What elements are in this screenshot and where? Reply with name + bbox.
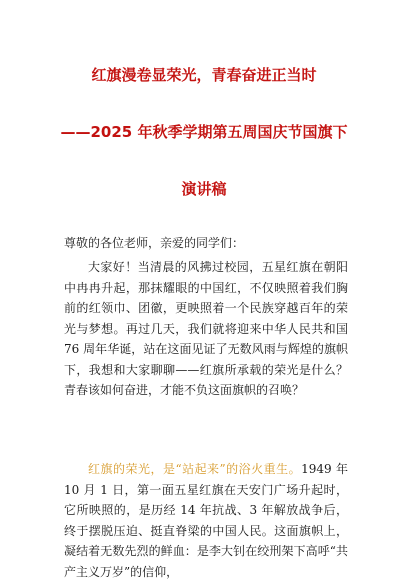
paragraph-2-rest: 1949 年 10 月 1 日，第一面五星红旗在天安门广场升起时，它所映照的，是历经 14 年抗战、3 年解放战争后，终于摆脱压迫、挺直脊梁的中国人民。这面旗帜上，凝结着无数先烈的鲜血：是李大钊在绞刑架下高呼“共产主义万岁”的信仰， xyxy=(64,462,348,579)
title-line-1: 红旗漫卷显荣光，青春奋进正当时 xyxy=(91,66,317,84)
salutation: 尊敬的各位老师，亲爱的同学们： xyxy=(64,236,245,250)
title-line-3: 演讲稿 xyxy=(181,180,227,198)
paragraph-2-highlight: 红旗的荣光，是“站起来”的浴火重生。 xyxy=(88,462,302,476)
title-line-2: ——2025 年秋季学期第五周国庆节国旗下 xyxy=(60,123,348,141)
paragraph-1: 大家好！当清晨的风拂过校园，五星红旗在朝阳中冉冉升起，那抹耀眼的中国红，不仅映照着我们胸前的红领巾、团徽，更映照着一个民族穿越百年的荣光与梦想。再过几天，我们就将迎来中华人民共和国 76 周年华诞，站在这面见证了无数风雨与辉煌的旗帜下，我想和大家聊聊——红旗所承载的荣光是什么？青春该如何奋进，才能不负这面旗帜的召唤？ xyxy=(64,260,348,397)
paragraph-2 xyxy=(64,459,348,582)
